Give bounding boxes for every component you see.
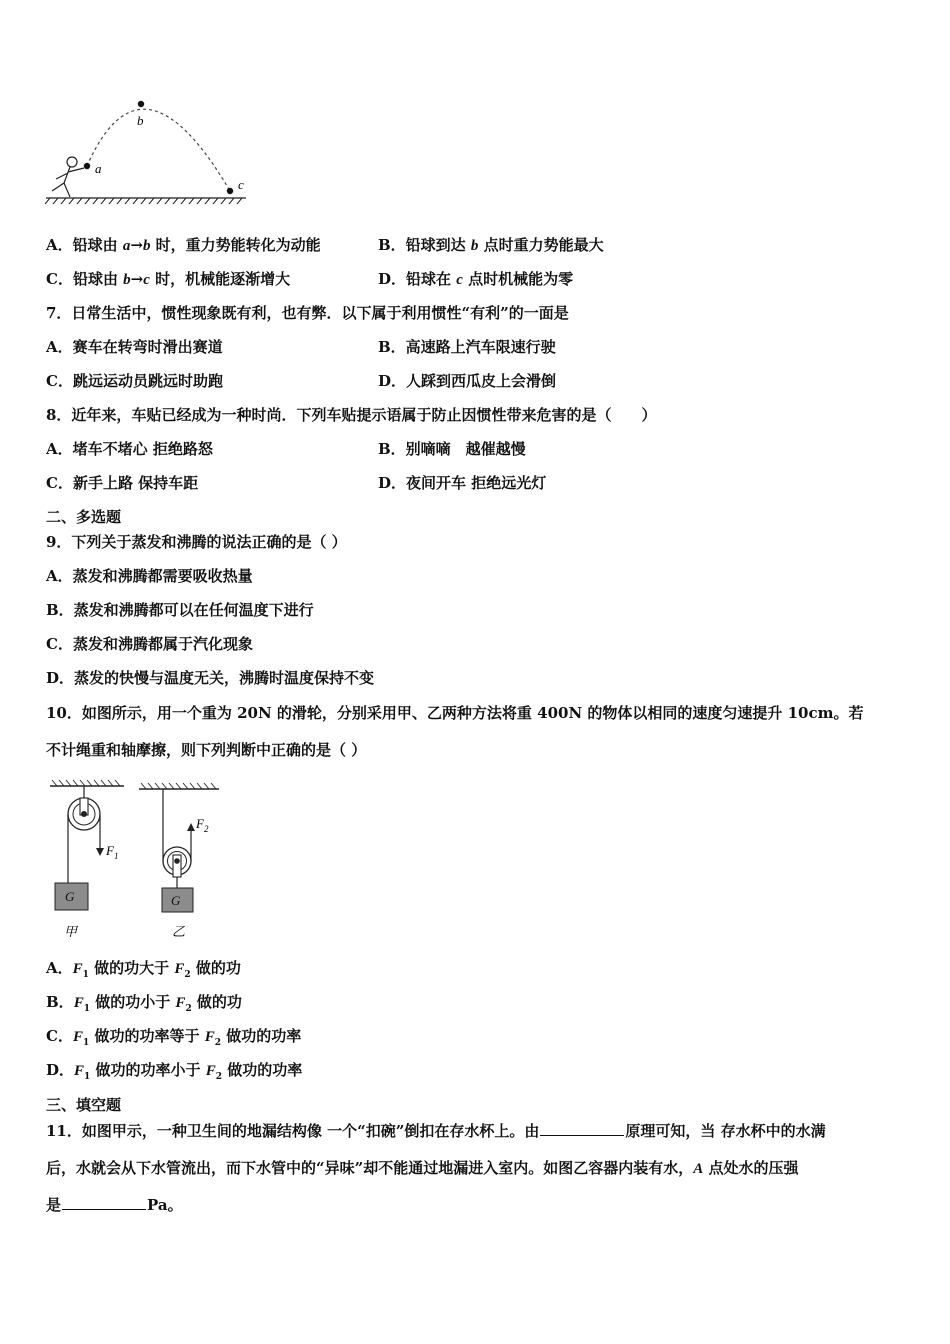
q10-stem-line2: 不计绳重和轴摩擦，则下列判断中正确的是（ ） <box>46 741 367 759</box>
movable-pulley <box>163 847 191 888</box>
point-a <box>84 163 90 169</box>
q7-option-a: A．赛车在转弯时滑出赛道 <box>46 338 223 356</box>
q6-option-d: D．铅球在 c 点时机械能为零 <box>378 270 574 288</box>
q7-stem: 7．日常生活中，惯性现象既有利，也有弊．以下属于利用惯性“有利”的一面是 <box>46 304 569 322</box>
stick-figure <box>52 157 84 197</box>
g1-label: G <box>65 889 75 904</box>
q11-line1: 11．如图甲示，一种卫生间的地漏结构像 一个“扣碗”倒扣在存水杯上。由 原理可知，当 存水杯中的水满 <box>46 1122 826 1140</box>
q9-option-d: D．蒸发的快慢与温度无关，沸腾时温度保持不变 <box>46 669 375 687</box>
caption-jia: 甲 <box>64 924 78 939</box>
caption-yi: 乙 <box>172 924 186 939</box>
q10-option-b: B．$F_1$ 做的功小于 $F_2$ 做的功 <box>46 993 242 1014</box>
q9-option-b: B．蒸发和沸腾都可以在任何温度下进行 <box>46 601 314 619</box>
label-c: c <box>238 177 244 192</box>
q9-option-a: A．蒸发和沸腾都需要吸收热量 <box>46 567 253 585</box>
q9-option-c: C．蒸发和沸腾都属于汽化现象 <box>46 635 253 653</box>
q9-stem: 9．下列关于蒸发和沸腾的说法正确的是（ ） <box>46 533 347 551</box>
q11-line2: 后，水就会从下水管流出，而下水管中的“异味”却不能通过地漏进入室内。如图乙容器内装有水，A 点处水的压强 <box>46 1159 799 1177</box>
q7-option-c: C．跳远运动员跳远时助跑 <box>46 372 223 390</box>
q7-option-d: D．人踩到西瓜皮上会滑倒 <box>378 372 557 390</box>
q6-option-a: A．铅球由 a→b 时，重力势能转化为动能 <box>46 236 321 254</box>
q7-option-b: B．高速路上汽车限速行驶 <box>378 338 556 356</box>
fixed-pulley <box>68 786 100 830</box>
pulley-figure <box>44 776 229 946</box>
f1-label: $F_1$ <box>106 843 119 861</box>
section-heading-fill-in: 三、填空题 <box>46 1096 122 1114</box>
trajectory-figure <box>40 95 255 210</box>
point-c <box>227 188 233 194</box>
q10-option-c: C．$F_1$ 做功的功率等于 $F_2$ 做功的功率 <box>46 1027 302 1048</box>
q8-option-a: A．堵车不堵心 拒绝路怒 <box>46 440 213 458</box>
point-b <box>138 101 144 107</box>
q10-option-a: A．$F_1$ 做的功大于 $F_2$ 做的功 <box>46 959 241 980</box>
section-heading-multiple-choice: 二、多选题 <box>46 508 122 526</box>
q6-option-b: B．铅球到达 b 点时重力势能最大 <box>378 236 604 254</box>
q8-option-c: C．新手上路 保持车距 <box>46 474 199 492</box>
q11-blank-1[interactable] <box>540 1121 624 1136</box>
g2-label: G <box>171 893 181 908</box>
label-b: b <box>137 113 144 128</box>
label-a: a <box>95 161 102 176</box>
q10-option-d: D．$F_1$ 做功的功率小于 $F_2$ 做功的功率 <box>46 1061 303 1082</box>
q10-stem-line1: 10．如图所示，用一个重为 20N 的滑轮，分别采用甲、乙两种方法将重 400N 的物体以相同的速度匀速提升 10cm。若 <box>46 704 864 722</box>
q6-option-c: C．铅球由 b→c 时，机械能逐渐增大 <box>46 270 291 288</box>
q8-stem: 8．近年来，车贴已经成为一种时尚．下列车贴提示语属于防止因惯性带来危害的是（ ） <box>46 406 657 424</box>
q8-option-d: D．夜间开车 拒绝远光灯 <box>378 474 547 492</box>
q11-line3: 是 Pa。 <box>46 1196 183 1214</box>
f2-label: $F_2$ <box>196 816 209 834</box>
q8-option-b: B．别嘀嘀 越催越慢 <box>378 440 526 458</box>
q11-blank-2[interactable] <box>62 1195 146 1210</box>
trajectory-path <box>87 109 230 191</box>
